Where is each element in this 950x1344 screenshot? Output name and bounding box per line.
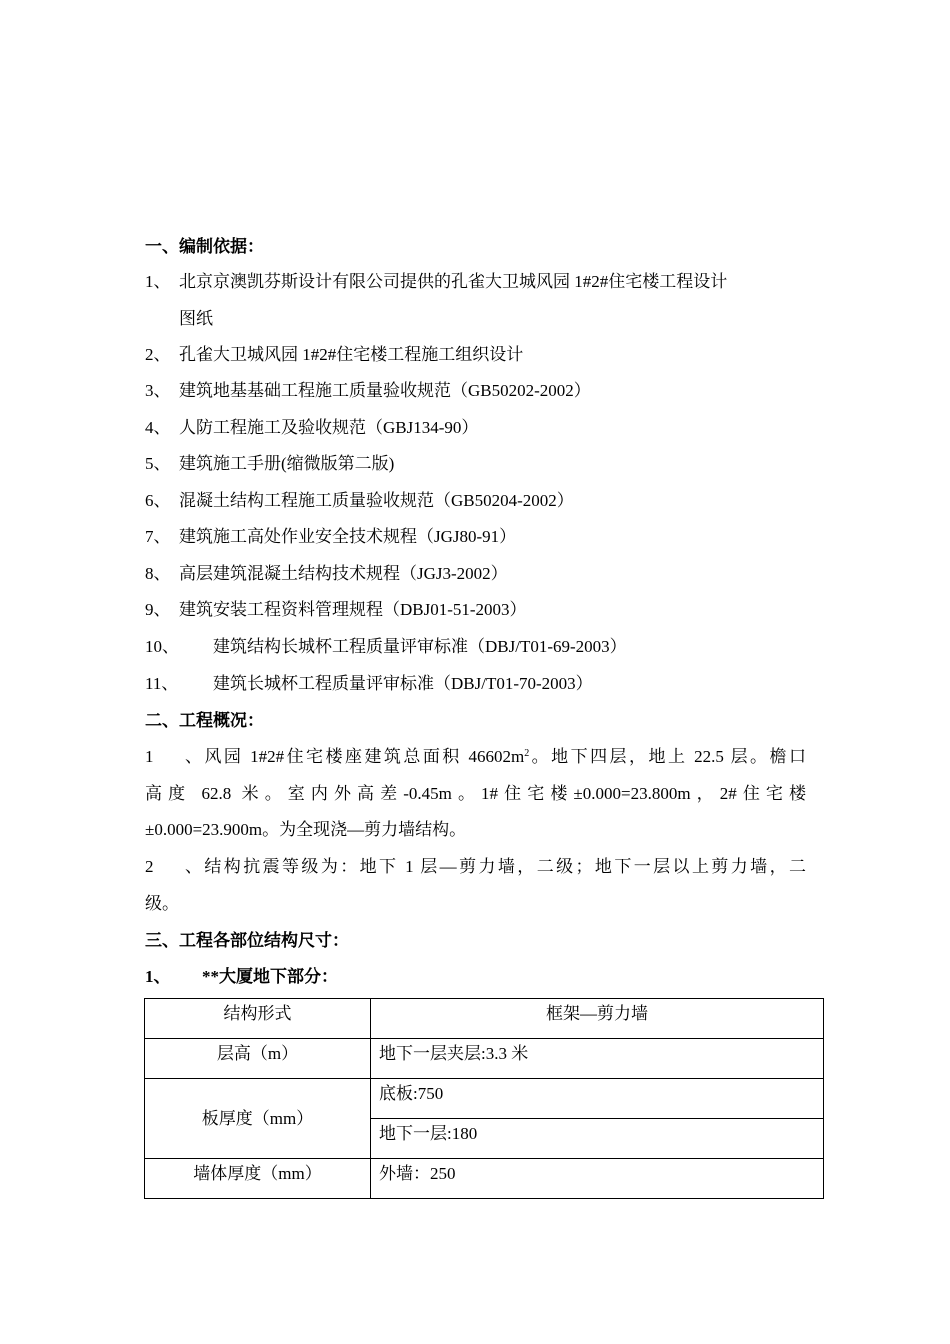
paragraph-line: 高度 62.8 米。室内外高差-0.45m。1#住宅楼±0.000=23.800m，2#住宅楼 [145, 784, 806, 803]
table-cell-value: 地下一层:180 [371, 1119, 824, 1159]
list-item-number: 9、 [145, 600, 171, 619]
paragraph-text: 风园 1#2#住宅楼座建筑总面积 46602m [202, 747, 525, 766]
list-item-number: 1、 [145, 272, 171, 291]
list-item-text: 建筑施工高处作业安全技术规程（JGJ80-91） [179, 527, 517, 546]
table-cell-value: 底板:750 [371, 1079, 824, 1119]
paragraph-line [145, 856, 806, 878]
list-item [145, 271, 727, 293]
list-item [145, 453, 394, 475]
list-item-number: 10、 [145, 637, 179, 656]
table-cell-label: 板厚度（mm） [145, 1079, 371, 1159]
list-item-text: 混凝土结构工程施工质量验收规范（GB50204-2002） [179, 491, 574, 510]
subsection-number: 1、 [145, 967, 171, 986]
list-item [145, 563, 508, 585]
list-item-number: 4、 [145, 418, 171, 437]
list-item-text: 建筑安装工程资料管理规程（DBJ01-51-2003） [179, 600, 527, 619]
list-item-text: 人防工程施工及验收规范（GBJ134-90） [179, 418, 479, 437]
structure-table [144, 998, 824, 1199]
table-cell-label: 墙体厚度（mm） [145, 1159, 371, 1199]
paragraph-number: 2、 [145, 857, 202, 876]
list-item [145, 526, 516, 548]
subsection-heading [145, 966, 338, 988]
list-item-number: 11、 [145, 674, 179, 693]
section1-heading: 一、编制依据： [145, 237, 264, 256]
table-cell-value: 框架—剪力墙 [371, 999, 824, 1039]
table-cell-label: 结构形式 [145, 999, 371, 1039]
table-row [145, 1079, 824, 1119]
list-item-number: 2、 [145, 345, 171, 364]
table-cell-label: 层高（m） [145, 1039, 371, 1079]
table-row [145, 1039, 824, 1079]
list-item [145, 490, 574, 512]
list-item [145, 673, 593, 695]
list-item [145, 344, 523, 366]
list-item-number: 5、 [145, 454, 171, 473]
list-item-number: 3、 [145, 381, 171, 400]
list-item [145, 636, 627, 658]
list-item-text: 建筑施工手册(缩微版第二版) [179, 454, 395, 473]
table-row [145, 1159, 824, 1199]
superscript: 2 [524, 748, 530, 759]
section2-heading: 二、工程概况： [145, 711, 264, 730]
list-item-text: 建筑长城杯工程质量评审标准（DBJ/T01-70-2003） [213, 674, 593, 693]
paragraph-number: 1、 [145, 747, 202, 766]
list-item [145, 599, 527, 621]
table-row [145, 999, 824, 1039]
list-item-number: 6、 [145, 491, 171, 510]
list-item-number: 7、 [145, 527, 171, 546]
list-item [145, 417, 478, 439]
list-item-number: 8、 [145, 564, 171, 583]
table-cell-value: 外墙：250 [371, 1159, 824, 1199]
subsection-text: **大厦地下部分： [202, 967, 338, 986]
list-item-text: 建筑结构长城杯工程质量评审标准（DBJ/T01-69-2003） [213, 637, 627, 656]
list-item [145, 380, 591, 402]
list-item-text: 孔雀大卫城风园 1#2#住宅楼工程施工组织设计 [179, 345, 524, 364]
section3-heading: 三、工程各部位结构尺寸： [145, 931, 349, 950]
paragraph-line: 级。 [145, 894, 179, 913]
paragraph-text: 。地下四层，地上 22.5 层。檐口 [529, 747, 806, 766]
paragraph-line [145, 746, 806, 768]
table-cell-value: 地下一层夹层:3.3 米 [371, 1039, 824, 1079]
list-item-text: 高层建筑混凝土结构技术规程（JGJ3-2002） [179, 564, 508, 583]
list-item-text: 建筑地基基础工程施工质量验收规范（GB50202-2002） [179, 381, 591, 400]
list-item-continuation: 图纸 [179, 309, 213, 328]
paragraph-text: 结构抗震等级为：地下 1 层—剪力墙，二级；地下一层以上剪力墙，二 [202, 857, 806, 876]
paragraph-line: ±0.000=23.900m。为全现浇—剪力墙结构。 [145, 820, 467, 839]
list-item-text: 北京京澳凯芬斯设计有限公司提供的孔雀大卫城风园 1#2#住宅楼工程设计 [179, 272, 728, 291]
